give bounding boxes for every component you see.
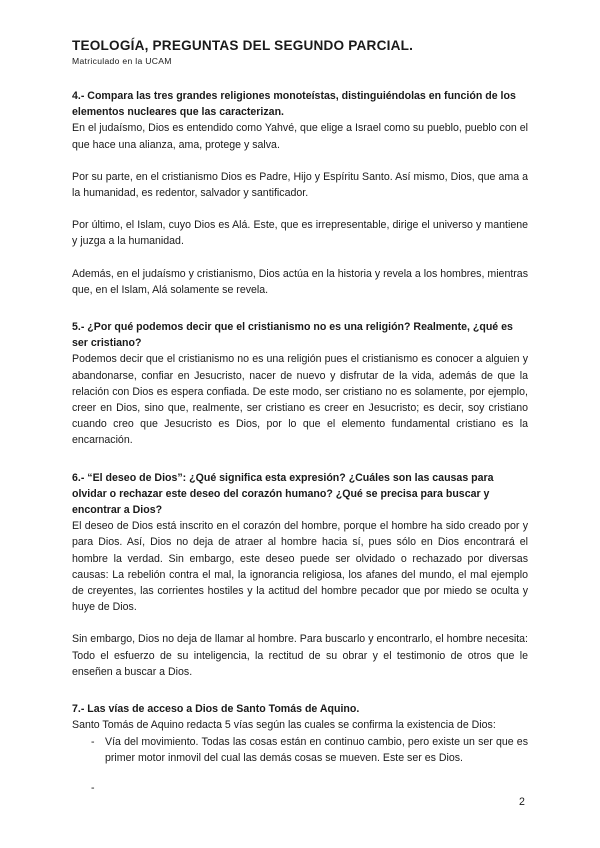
paragraph: En el judaísmo, Dios es entendido como Yahvé, que elige a Israel como su pueblo, pueblo con el que hace una alianza, ama, protege y salva. <box>72 122 528 151</box>
section-question-6 <box>72 470 528 680</box>
list-item-text: Vía del movimiento. Todas las cosas están en continuo cambio, pero existe un ser que es primer motor inmovil del cual las demás cosas se mueven. Este ser es Dios. <box>105 735 528 764</box>
bullet-list <box>72 734 528 766</box>
paragraph: Por último, el Islam, cuyo Dios es Alá. Este, que es irrepresentable, dirige el universo y mantiene y juzga a la humanidad. <box>72 219 528 248</box>
paragraph: Sin embargo, Dios no deja de llamar al hombre. Para buscarlo y encontrarlo, el hombre necesita: Todo el esfuerzo de su inteligencia, la rectitud de su obrar y el testimonio de otros que le enseñen a buscar a Dios. <box>72 633 528 678</box>
question-heading: 5.- ¿Por qué podemos decir que el cristianismo no es una religión? Realmente, ¿qué es ser cristiano? <box>72 321 513 350</box>
document-title: TEOLOGÍA, PREGUNTAS DEL SEGUNDO PARCIAL. <box>72 38 414 53</box>
section-question-5 <box>72 319 528 449</box>
bullet-dash: - <box>91 735 95 748</box>
empty-bullet-dash: - <box>91 781 95 794</box>
document-body <box>72 88 528 796</box>
question-heading: 7.- Las vías de acceso a Dios de Santo Tomás de Aquino. <box>72 703 360 716</box>
list-item <box>72 734 528 766</box>
section-question-7 <box>72 701 528 796</box>
question-heading: 4.- Compara las tres grandes religiones monoteístas, distinguiéndolas en función de los elementos nucleares que las caracterizan. <box>72 90 516 119</box>
document-subtitle: Matriculado en la UCAM <box>72 56 172 66</box>
section-question-4 <box>72 88 528 298</box>
paragraph: El deseo de Dios está inscrito en el corazón del hombre, porque el hombre ha sido creado por y para Dios. Así, Dios no deja de atraer al hombre hacia sí, pues sólo en Dios encontrará el hombre la verdad. Sin embargo, este deseo puede ser olvidado o rechazado por diversas causas: La rebelión contra el mal, la ignorancia religiosa, los afanes del mundo, el mal ejemplo de creyentes, las corrientes hostiles y la actitud del hombre pecador que por miedo se oculta y huye de Dios. <box>72 520 528 614</box>
question-heading: 6.- “El deseo de Dios”: ¿Qué significa esta expresión? ¿Cuáles son las causas para olvidar o rechazar este deseo del corazón humano? ¿Qué se precisa para buscar y encontrar a Dios? <box>72 471 494 517</box>
paragraph: Podemos decir que el cristianismo no es una religión pues el cristianismo es conocer a alguien y abandonarse, confiar en Jesucristo, nacer de nuevo y disfrutar de la vida, además de que la relación con Dios es espera confiada. De este modo, ser cristiano no es solamente, por ejemplo, creer en Dios, sino que, realmente, ser cristiano es creer en Jesucristo; es decir, soy cristiano cuando creo que Jesucristo es Dios, por lo que el elemento fundamental cristiano es la encarnación. <box>72 353 528 447</box>
paragraph: Santo Tomás de Aquino redacta 5 vías según las cuales se confirma la existencia de Dios: <box>72 719 496 732</box>
paragraph: Además, en el judaísmo y cristianismo, Dios actúa en la historia y revela a los hombres, mientras que, en el Islam, Alá solamente se revela. <box>72 267 528 296</box>
page-number: 2 <box>519 796 525 808</box>
paragraph: Por su parte, en el cristianismo Dios es Padre, Hijo y Espíritu Santo. Así mismo, Dios, que ama a la humanidad, es redentor, salvador y santificador. <box>72 170 528 200</box>
